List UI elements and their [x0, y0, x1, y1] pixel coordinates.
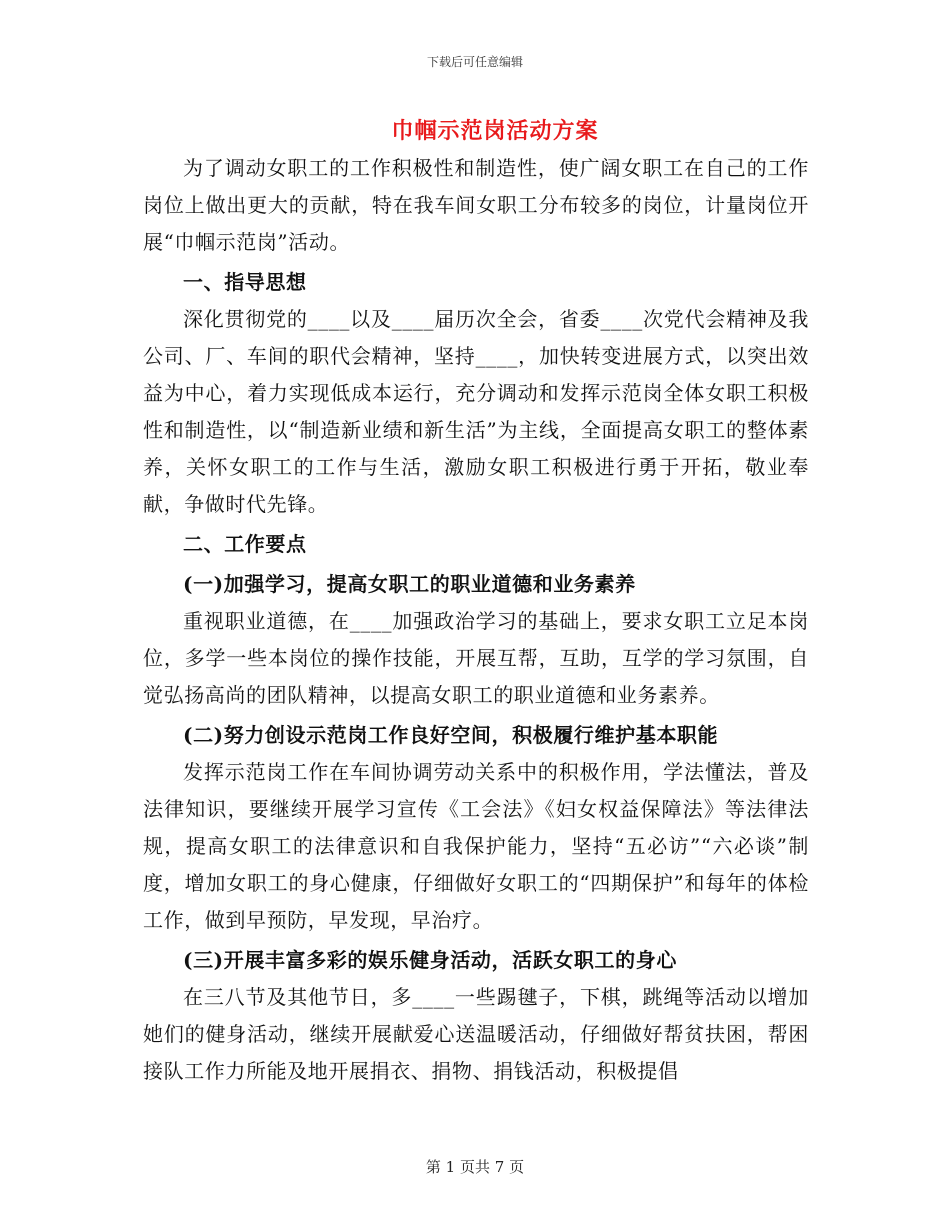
header-note: 下载后可任意编辑 [426, 55, 523, 69]
section-heading-guiding-ideology: 一、指导思想 [183, 270, 307, 294]
document-body [143, 150, 809, 1090]
subsection-heading-1: (一)加强学习，提高女职工的职业道德和业务素养 [183, 572, 636, 596]
page-footer: 第 1 页共 7 页 [425, 1158, 525, 1176]
section-heading-work-points: 二、工作要点 [183, 532, 307, 556]
subsection-heading-2: (二)努力创设示范岗工作良好空间，积极履行维护基本职能 [183, 723, 719, 747]
subsection-paragraph-1: 重视职业道德，在____加强政治学习的基础上，要求女职工立足本岗位，多学一些本岗位的操作技能，开展互帮，互助，互学的学习氛围，自觉弘扬高尚的团队精神，以提高女职工的职业道德和业务素养。 [143, 609, 809, 707]
section-paragraph-guiding-ideology: 深化贯彻党的____以及____届历次全会，省委____次党代会精神及我公司、厂、车间的职代会精神，坚持____，加快转变进展方式，以突出效益为中心，着力实现低成本运行，充分调动和发挥示范岗全体女职工积极性和制造性，以“制造新业绩和新生活”为主线，全面提高女职工的整体素养，关怀女职工的工作与生活，激励女职工积极进行勇于开拓，敬业奉献，争做时代先锋。 [143, 307, 809, 516]
subsection-paragraph-2: 发挥示范岗工作在车间协调劳动关系中的积极作用，学法懂法，普及法律知识，要继续开展学习宣传《工会法》《妇女权益保障法》等法律法规，提高女职工的法律意识和自我保护能力，坚持“五必访”“六必谈”制度，增加女职工的身心健康，仔细做好女职工的“四期保护”和每年的体检工作，做到早预防，早发现，早治疗。 [143, 760, 809, 932]
subsection-paragraph-3: 在三八节及其他节日，多____一些踢毽子，下棋，跳绳等活动以增加她们的健身活动，继续开展献爱心送温暖活动，仔细做好帮贫扶困，帮困接队工作力所能及地开展捐衣、捐物、捐钱活动，积极提倡 [143, 985, 809, 1083]
document-title: 巾帼示范岗活动方案 [391, 118, 599, 144]
intro-paragraph: 为了调动女职工的工作积极性和制造性，使广阔女职工在自己的工作岗位上做出更大的贡献，特在我车间女职工分布较多的岗位，计量岗位开展“巾帼示范岗”活动。 [143, 156, 809, 254]
subsection-heading-3: (三)开展丰富多彩的娱乐健身活动，活跃女职工的身心 [183, 948, 677, 972]
